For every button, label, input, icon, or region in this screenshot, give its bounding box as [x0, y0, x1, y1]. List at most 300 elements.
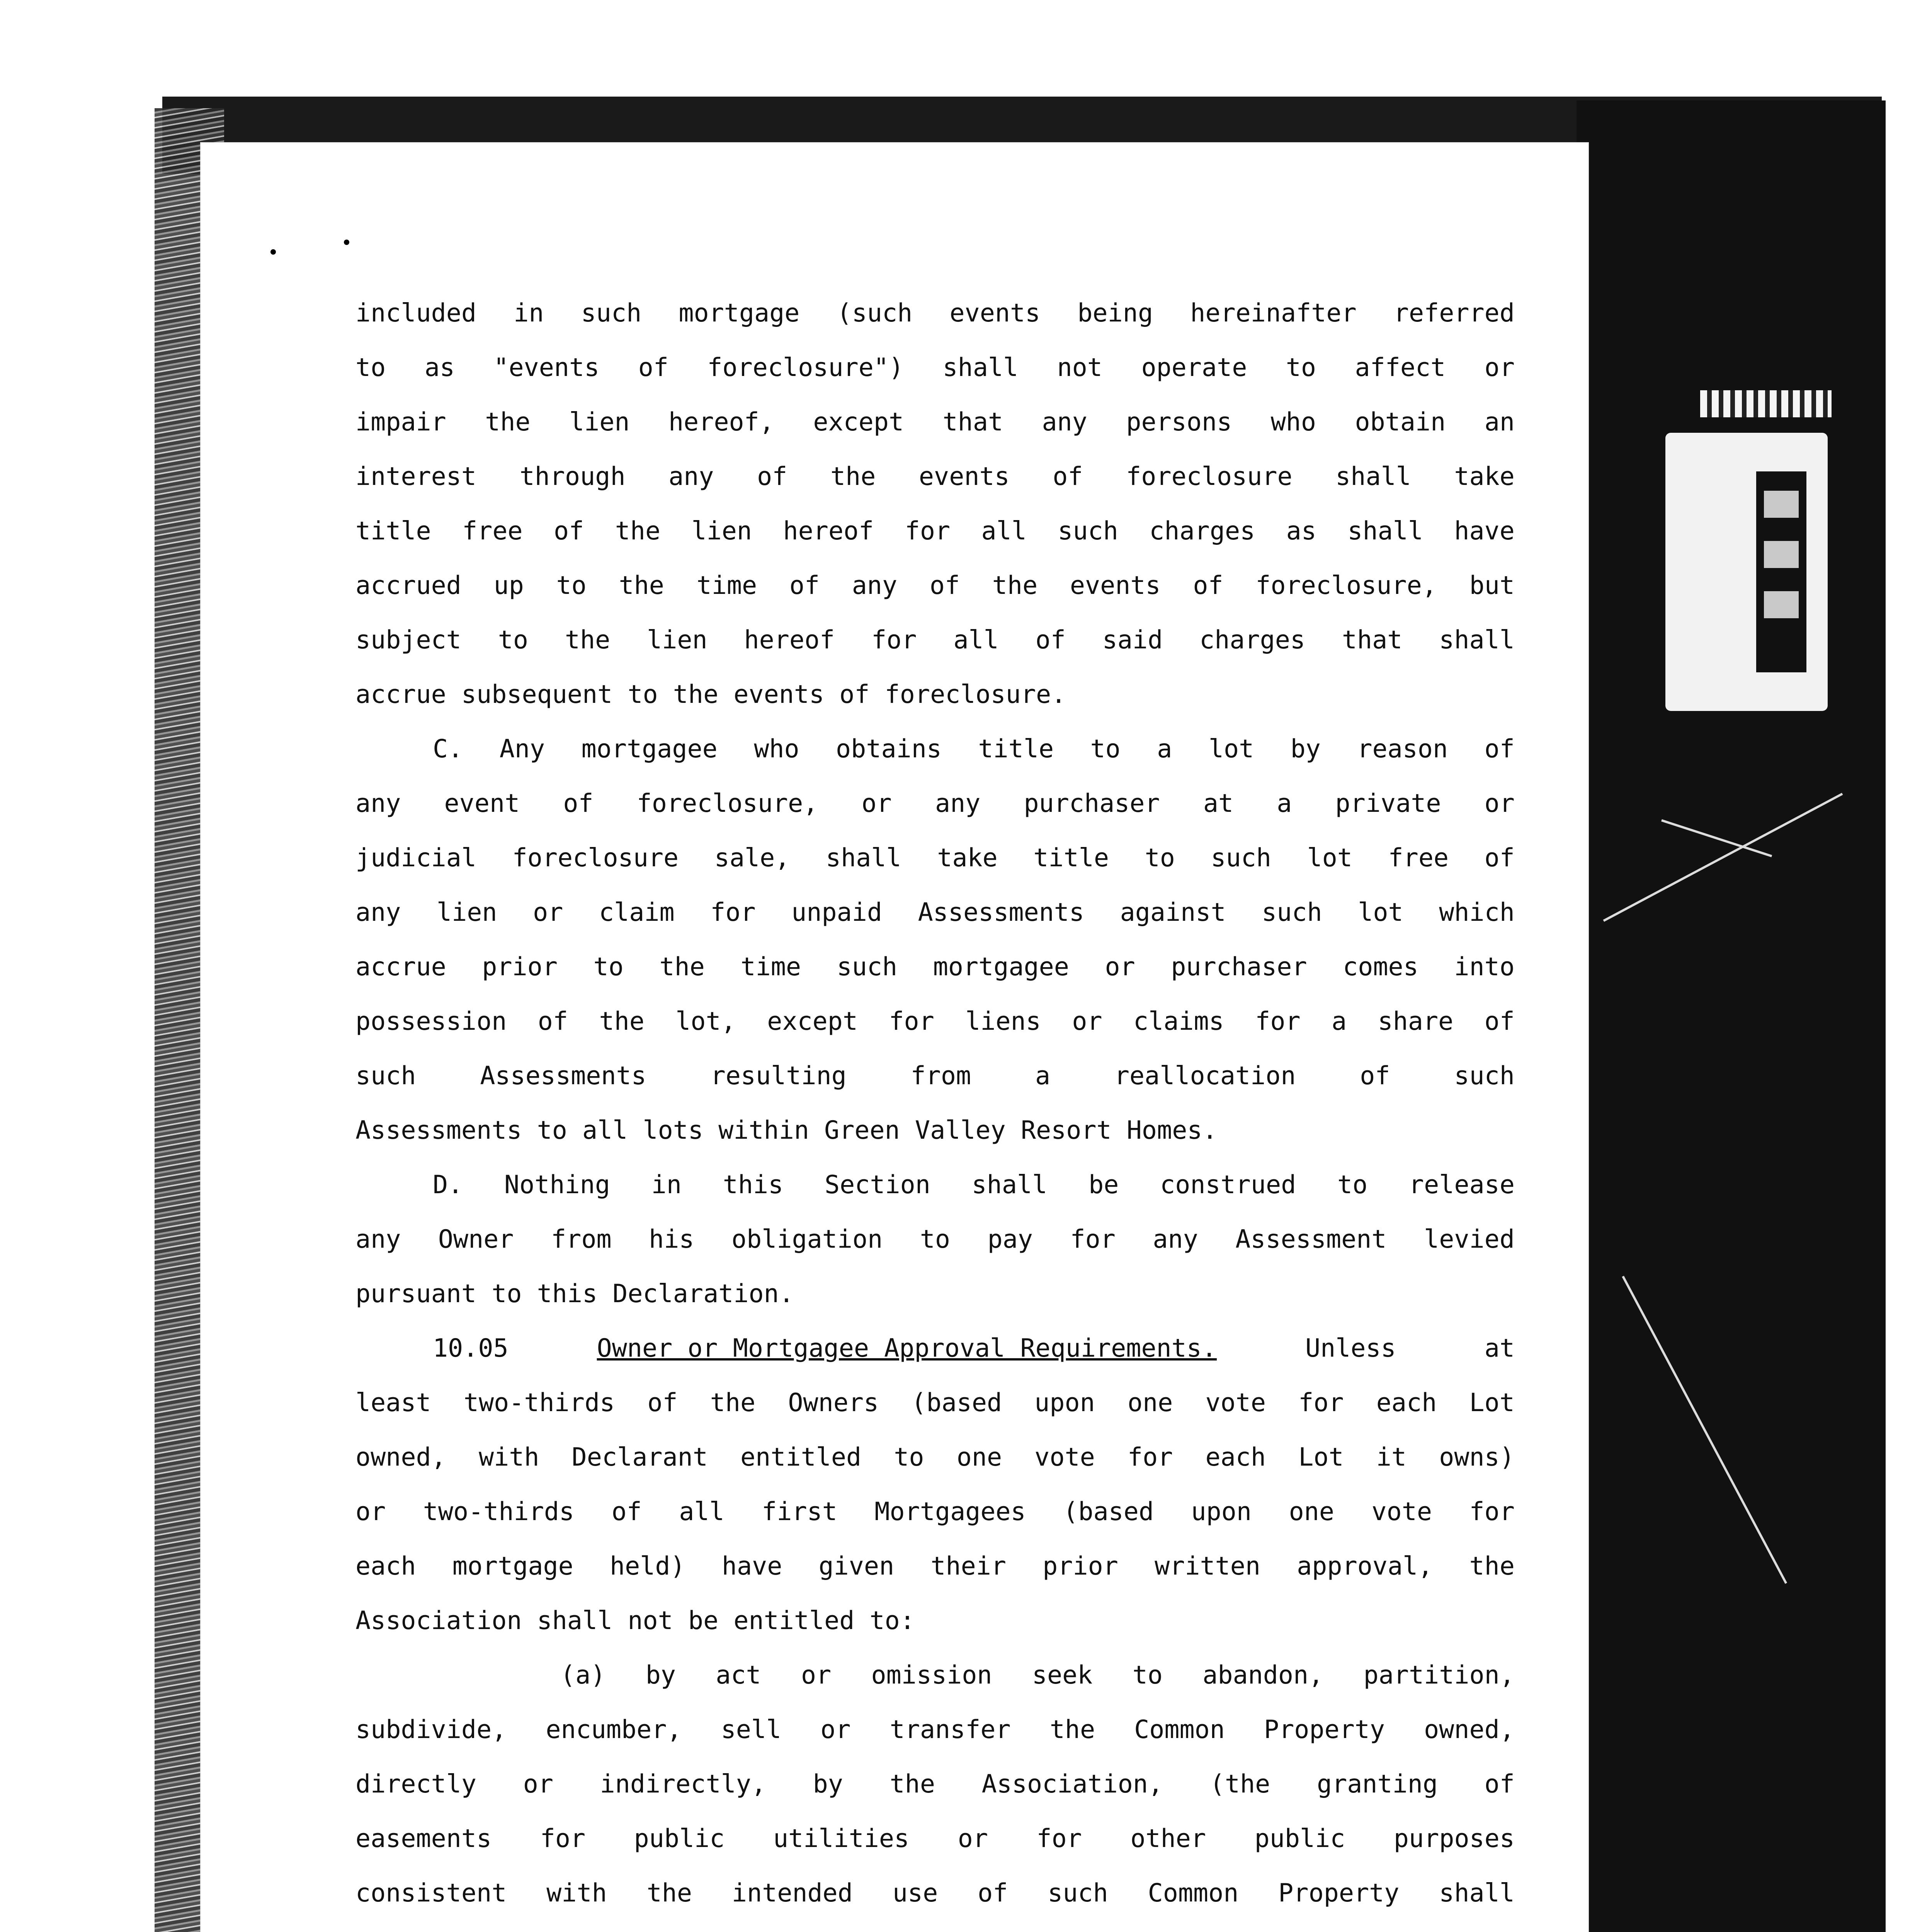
word: each	[1376, 1388, 1437, 1417]
word: each	[355, 1552, 416, 1581]
punch-dot	[270, 249, 276, 255]
word: any	[355, 1225, 401, 1254]
text-line	[355, 1920, 1515, 1932]
word: events	[1070, 571, 1161, 600]
text-line	[355, 1267, 1515, 1321]
word: for	[1255, 1007, 1301, 1036]
word: foreclosure,	[1255, 571, 1437, 600]
word: shall	[1439, 1879, 1515, 1908]
word: first	[762, 1497, 837, 1526]
word: obtains	[836, 735, 942, 764]
word: for	[710, 898, 756, 927]
word: (such	[837, 299, 913, 328]
word: such	[1058, 517, 1118, 546]
word: shall	[942, 353, 1019, 382]
word: foreclosure	[1126, 462, 1293, 491]
word: one	[1127, 1388, 1173, 1417]
word: title	[355, 517, 431, 546]
word: or	[355, 1497, 386, 1526]
text-line	[355, 831, 1515, 885]
word: (based	[911, 1388, 1002, 1417]
word: lien	[569, 408, 630, 437]
word: which	[1439, 898, 1515, 927]
word: or	[523, 1770, 553, 1799]
word: Mortgagees	[874, 1497, 1026, 1526]
word: the	[599, 1007, 645, 1036]
text-line	[355, 667, 1515, 722]
word: title	[1033, 844, 1109, 872]
word: that	[1342, 626, 1403, 655]
word: as	[1286, 517, 1316, 546]
word: the	[659, 952, 705, 981]
word: private	[1335, 789, 1441, 818]
line-text: accrue subsequent to the events of foreclosure.	[355, 680, 1066, 709]
word: not	[1057, 353, 1103, 382]
word: affect	[1355, 353, 1446, 382]
word: purchaser	[1171, 952, 1307, 981]
word: one	[1289, 1497, 1334, 1526]
word: up	[493, 571, 524, 600]
scan-border-right	[1577, 100, 1886, 1932]
word: or	[957, 1824, 988, 1853]
word: any	[668, 462, 714, 491]
text-line	[355, 940, 1515, 994]
word: all	[953, 626, 999, 655]
word: "events	[493, 353, 600, 382]
word: of	[1484, 1007, 1515, 1036]
word: to	[498, 626, 529, 655]
word: Common	[1148, 1879, 1239, 1908]
word: be	[1088, 1170, 1119, 1199]
word: the	[830, 462, 876, 491]
text-line	[355, 1049, 1515, 1103]
word: other	[1130, 1824, 1206, 1853]
word: or	[861, 789, 892, 818]
word: written	[1155, 1552, 1260, 1581]
word: Section	[824, 1170, 930, 1199]
word: the	[615, 517, 661, 546]
word: Lot	[1469, 1388, 1515, 1417]
word: owned,	[1424, 1715, 1515, 1744]
word: any	[1153, 1225, 1198, 1254]
word: comes	[1343, 952, 1418, 981]
word: omission	[871, 1661, 992, 1690]
text-line	[355, 1811, 1515, 1866]
binder-clip-cell	[1764, 541, 1799, 568]
word: use	[892, 1879, 938, 1908]
word: this	[723, 1170, 784, 1199]
word: shall	[1347, 517, 1423, 546]
word: such	[1262, 898, 1322, 927]
word: included	[355, 299, 477, 328]
word: subject	[355, 626, 461, 655]
word: the	[619, 571, 664, 600]
text-line	[355, 1430, 1515, 1485]
word: Nothing	[504, 1170, 610, 1199]
word: lien	[647, 626, 707, 655]
binder-clip-cell	[1764, 491, 1799, 518]
word: Assessments	[480, 1061, 646, 1090]
word: purchaser	[1024, 789, 1160, 818]
word: judicial	[355, 844, 477, 872]
text-line	[355, 449, 1515, 504]
word: in	[514, 299, 544, 328]
word: events	[918, 462, 1010, 491]
word: that	[942, 408, 1003, 437]
word: of	[978, 1879, 1008, 1908]
word: title	[978, 735, 1054, 764]
word: for	[871, 626, 917, 655]
word: their	[930, 1552, 1007, 1581]
word: accrue	[355, 952, 446, 981]
word: held)	[609, 1552, 685, 1581]
word: of	[563, 789, 594, 818]
word: reallocation	[1114, 1061, 1296, 1090]
word: indirectly,	[600, 1770, 767, 1799]
word: of	[537, 1007, 568, 1036]
word: to	[593, 952, 624, 981]
word: Assessments	[918, 898, 1085, 927]
word: of	[638, 353, 668, 382]
word: with	[478, 1443, 539, 1472]
word: directly	[355, 1770, 477, 1799]
word: resulting	[710, 1061, 847, 1090]
word: except	[767, 1007, 858, 1036]
text-line	[355, 1103, 1515, 1158]
word: any	[355, 898, 401, 927]
text-line	[355, 504, 1515, 558]
word: each	[1205, 1443, 1266, 1472]
word: the	[1049, 1715, 1095, 1744]
word: any	[935, 789, 981, 818]
word: for	[1298, 1388, 1344, 1417]
word: shall	[825, 844, 901, 872]
word: from	[910, 1061, 971, 1090]
word: into	[1454, 952, 1515, 981]
word: through	[519, 462, 626, 491]
word: of	[1053, 462, 1083, 491]
binder-clip-cell	[1764, 591, 1799, 618]
word: who	[754, 735, 799, 764]
word: two-thirds	[423, 1497, 575, 1526]
word: sale,	[714, 844, 790, 872]
word: the	[992, 571, 1038, 600]
text-line	[355, 722, 1515, 776]
word: his	[649, 1225, 694, 1254]
word: all	[679, 1497, 724, 1526]
word: of	[1035, 626, 1066, 655]
line-text: Association shall not be entitled to:	[355, 1606, 915, 1635]
word: for	[540, 1824, 586, 1853]
word: pay	[987, 1225, 1033, 1254]
word: to	[894, 1443, 924, 1472]
word: against	[1120, 898, 1226, 927]
word: unpaid	[791, 898, 883, 927]
word: to	[1132, 1661, 1163, 1690]
word: any	[1042, 408, 1087, 437]
word: impair	[355, 408, 446, 437]
text-line	[355, 1757, 1515, 1811]
word: a	[1035, 1061, 1051, 1090]
word: given	[818, 1552, 895, 1581]
word: consistent	[355, 1879, 507, 1908]
word: to	[556, 571, 587, 600]
word: or	[1484, 353, 1515, 382]
text-line	[355, 1376, 1515, 1430]
word: a	[1277, 789, 1292, 818]
word: for	[889, 1007, 934, 1036]
word: charges	[1199, 626, 1306, 655]
word: of	[611, 1497, 642, 1526]
word: for	[1070, 1225, 1116, 1254]
word: share	[1378, 1007, 1454, 1036]
word: to	[355, 353, 386, 382]
word: Lot	[1298, 1443, 1344, 1472]
text-line	[355, 558, 1515, 613]
text-line	[355, 994, 1515, 1049]
word: lot	[1208, 735, 1254, 764]
word: the	[1469, 1552, 1515, 1581]
word: such	[1048, 1879, 1108, 1908]
text-line	[355, 340, 1515, 395]
word: levied	[1424, 1225, 1515, 1254]
word: claims	[1133, 1007, 1224, 1036]
word: in	[651, 1170, 682, 1199]
word: lien	[691, 517, 752, 546]
word: of	[1484, 735, 1515, 764]
word: for	[905, 517, 951, 546]
word: Unless	[1305, 1334, 1396, 1363]
word: easements	[355, 1824, 492, 1853]
word: it	[1376, 1443, 1407, 1472]
word: any	[852, 571, 898, 600]
word: at	[1203, 789, 1234, 818]
word: (based	[1063, 1497, 1154, 1526]
word: of	[789, 571, 820, 600]
word: the	[889, 1770, 935, 1799]
word: Any	[499, 735, 545, 764]
word: referred	[1393, 299, 1515, 328]
word: foreclosure	[512, 844, 679, 872]
word: one	[956, 1443, 1002, 1472]
word: event	[444, 789, 520, 818]
word: time	[696, 571, 757, 600]
text-line	[355, 1702, 1515, 1757]
word: abandon,	[1202, 1661, 1324, 1690]
word: two-thirds	[463, 1388, 615, 1417]
text-line	[355, 1594, 1515, 1648]
word: any	[355, 789, 401, 818]
word: possession	[355, 1007, 507, 1036]
word: all	[981, 517, 1027, 546]
word: at	[1484, 1334, 1515, 1363]
word: with	[546, 1879, 607, 1908]
word: foreclosure,	[636, 789, 818, 818]
word: or	[801, 1661, 832, 1690]
binder-clip-top	[1700, 390, 1832, 417]
text-line	[355, 395, 1515, 449]
word: upon	[1191, 1497, 1252, 1526]
word: hereinafter	[1190, 299, 1357, 328]
word: accrued	[355, 571, 461, 600]
word: purposes	[1393, 1824, 1515, 1853]
word: events	[949, 299, 1041, 328]
word: to	[1337, 1170, 1368, 1199]
word: take	[1454, 462, 1515, 491]
word: charges	[1149, 517, 1255, 546]
word: prior	[1043, 1552, 1118, 1581]
word: mortgage	[679, 299, 800, 328]
word: upon	[1034, 1388, 1095, 1417]
word: 10.05	[433, 1334, 509, 1363]
word: the	[646, 1879, 692, 1908]
word: of	[1484, 844, 1515, 872]
word: owns)	[1439, 1443, 1515, 1472]
word: mortgage	[452, 1552, 573, 1581]
word: being	[1077, 299, 1153, 328]
word: the	[565, 626, 611, 655]
word: subdivide,	[355, 1715, 507, 1744]
word: public	[1254, 1824, 1345, 1853]
word: (a)	[560, 1661, 606, 1690]
word: as	[424, 353, 455, 382]
word: prior	[482, 952, 558, 981]
word: obtain	[1355, 408, 1446, 437]
text-line	[355, 613, 1515, 667]
punch-dot	[344, 240, 349, 245]
word: interest	[355, 462, 477, 491]
word: the	[485, 408, 531, 437]
word: except	[813, 408, 904, 437]
word: granting	[1316, 1770, 1438, 1799]
word: hereof	[783, 517, 874, 546]
text-line	[355, 1321, 1515, 1376]
word: Owner	[438, 1225, 514, 1254]
word: to	[1286, 353, 1316, 382]
word: entitled	[740, 1443, 862, 1472]
text-line	[355, 286, 1515, 340]
word: such	[837, 952, 898, 981]
word: lien	[436, 898, 497, 927]
word: such	[581, 299, 642, 328]
word: a	[1332, 1007, 1347, 1036]
word: act	[716, 1661, 761, 1690]
word: said	[1102, 626, 1163, 655]
word: claim	[599, 898, 675, 927]
word: mortgagee	[581, 735, 718, 764]
word: or	[1072, 1007, 1102, 1036]
word: to	[920, 1225, 951, 1254]
word: sell	[721, 1715, 782, 1744]
text-line	[355, 1485, 1515, 1539]
word: seek	[1032, 1661, 1093, 1690]
word: hereof	[744, 626, 835, 655]
word: shall	[1439, 626, 1515, 655]
word: or	[820, 1715, 851, 1744]
word: obligation	[731, 1225, 883, 1254]
word: vote	[1205, 1388, 1266, 1417]
word: of	[757, 462, 787, 491]
word: but	[1469, 571, 1515, 600]
word: of	[929, 571, 960, 600]
word: transfer	[889, 1715, 1011, 1744]
word: to	[1090, 735, 1121, 764]
word: such	[1211, 844, 1271, 872]
word: shall	[1335, 462, 1411, 491]
word: reason	[1357, 735, 1448, 764]
word: lot,	[675, 1007, 736, 1036]
word: to	[1145, 844, 1175, 872]
word: hereof,	[668, 408, 774, 437]
word: Assessment	[1235, 1225, 1387, 1254]
word: or	[533, 898, 563, 927]
text-line	[355, 1866, 1515, 1920]
word: mortgagee	[933, 952, 1069, 981]
word: C.	[433, 735, 463, 764]
word: such	[1454, 1061, 1515, 1090]
word: D.	[433, 1170, 463, 1199]
word: free	[462, 517, 523, 546]
word: Property	[1264, 1715, 1385, 1744]
word: for	[1036, 1824, 1082, 1853]
word: Common	[1134, 1715, 1225, 1744]
line-text: pursuant to this Declaration.	[355, 1279, 794, 1308]
word: time	[740, 952, 801, 981]
word: of	[554, 517, 584, 546]
word: or	[1105, 952, 1135, 981]
word: by	[813, 1770, 843, 1799]
word: liens	[965, 1007, 1041, 1036]
word: of	[647, 1388, 678, 1417]
text-line	[355, 1212, 1515, 1267]
word: an	[1484, 408, 1515, 437]
word: construed	[1160, 1170, 1296, 1199]
word: for	[1469, 1497, 1515, 1526]
word: least	[355, 1388, 431, 1417]
word: of	[1484, 1770, 1515, 1799]
word: free	[1388, 844, 1449, 872]
word: operate	[1141, 353, 1247, 382]
word: persons	[1126, 408, 1232, 437]
word: a	[1157, 735, 1172, 764]
word: utilities	[773, 1824, 910, 1853]
word: public	[634, 1824, 725, 1853]
section-heading: Owner or Mortgagee Approval Requirements.	[597, 1334, 1217, 1363]
word: Owners	[788, 1388, 879, 1417]
word: foreclosure")	[707, 353, 904, 382]
word: vote	[1371, 1497, 1432, 1526]
word: the	[710, 1388, 756, 1417]
word: who	[1270, 408, 1316, 437]
word: vote	[1034, 1443, 1095, 1472]
word: by	[645, 1661, 676, 1690]
word: Association,	[981, 1770, 1163, 1799]
word: from	[551, 1225, 612, 1254]
word: such	[355, 1061, 416, 1090]
word: of	[1193, 571, 1223, 600]
word: Property	[1278, 1879, 1400, 1908]
line-text: Assessments to all lots within Green Valley Resort Homes.	[355, 1116, 1218, 1145]
text-line	[355, 1158, 1515, 1212]
word: encumber,	[546, 1715, 682, 1744]
text-line	[355, 885, 1515, 940]
text-line	[355, 1648, 1515, 1702]
word: approval,	[1297, 1552, 1433, 1581]
word: partition,	[1363, 1661, 1515, 1690]
word: or	[1484, 789, 1515, 818]
text-line	[355, 1539, 1515, 1594]
word: take	[937, 844, 998, 872]
